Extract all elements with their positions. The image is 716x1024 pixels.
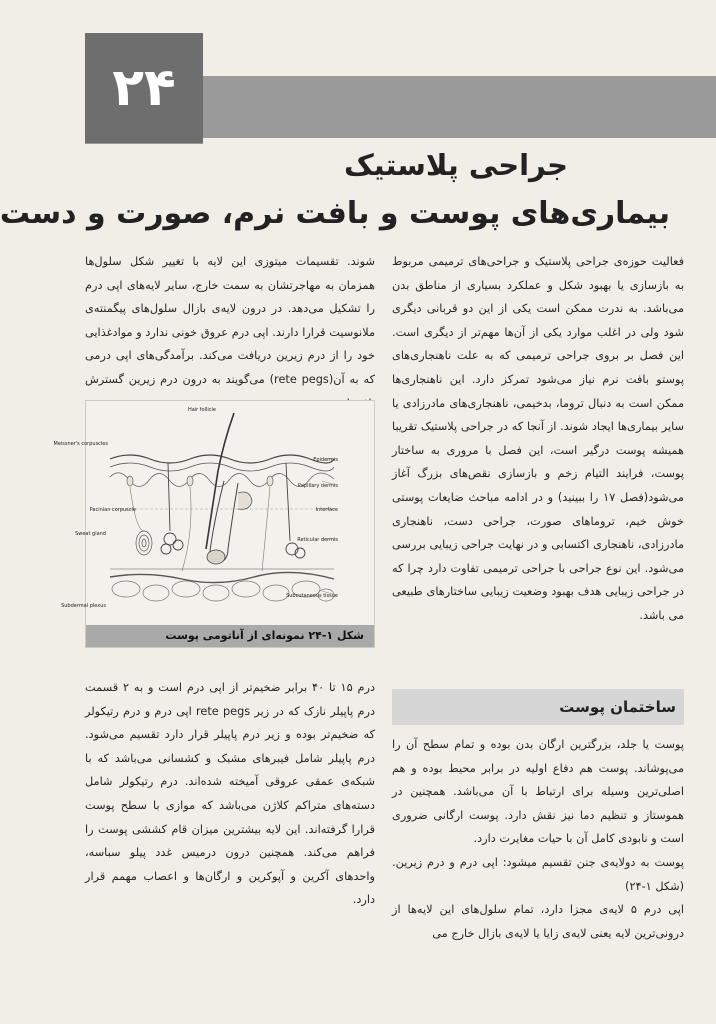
label-subcutaneous: Subcutaneous tissue [286,593,338,599]
intro-paragraph: فعالیت حوزه‌ی جراحی پلاستیک و جراحی‌های ترمیمی مربوط به بازسازی یا بهبود شکل و عملکرد بسیاری از مناطق بدن می‌باشد. به ندرت ممکن است یکی از این دو قربانی دیگری شود ولی در اغلب موارد یکی از آن‌ها مهم‌تر از دیگری است. این فصل بر بروی جراحی ترمیمی که به علت ناهنجاری‌های پوستو بافت نرم نیاز می‌شود تمرکز دارد. این ناهنجاری‌ها ممکن است به دنبال تروما، بدخیمی، ناهنجاری‌های مادرزادی یا سایر بیماری‌ها ایجاد شوند. از آنجا که در جراحی پلاستیک تقریبا همیشه پوست درگیر است، این فصل با مروری به ساختار پوست، فرایند التیام زخم و بازسازی نقص‌های بزرگ آغاز می‌شود(فصل ۱۷ را ببینید) و در ادامه مباحث ضایعات پوستی خوش خیم، تروماهای صورت، جراحی دست، ناهنجاری مادرزادی، ناهنجاری اکتسابی و در نهایت جراحی زیبایی بررسی می‌شود. این نوع جراحی با جراحی ترمیمی تفاوت دارد چرا که در جراحی زیبایی هدف بهبود وضعیت زیبایی ساختارهای طبیعی می باشد. [392,255,684,622]
figure-caption: شکل ۱-۲۴ نمونه‌ای از آناتومی پوست [86,625,374,647]
label-interface: Interface [315,507,338,513]
section-title: ساختمان پوست [559,698,676,716]
chapter-title: جراحی پلاستیک [343,148,568,182]
skin-anatomy-figure [53,400,375,648]
left-column-bottom [85,676,375,912]
label-reticular-dermis: Reticular dermis [297,537,338,543]
skin-structure-text [392,733,684,945]
label-pacinian: Pacinian corpuscle [89,507,136,513]
label-hair-follicle: Hair follicle [187,407,216,413]
left-column-top [85,250,375,415]
label-sweat-gland: Sweat gland [75,531,106,537]
dermis-paragraph: درم ۱۵ تا ۴۰ برابر ضخیم‌تر از اپی درم است و به ۲ قسمت درم پاپیلر نازک که در زیر rete pegs اپی درم و درم رتیکولر که ضخیم‌تر بوده و زیر درم پاپیلر قرار دارد تقسیم می‌شود. درم پاپیلر شامل فیبرهای مشبک و کشسانی می‌باشد که با شبکه‌ی عمقی عروقی آمیخته شده‌اند. درم رتیکولر شامل دسته‌های متراکم کلاژن می‌باشد که موازی با سطح پوست قرارا گرفته‌اند. این لایه بیشترین میزان قام کششی پوست را فراهم می‌کند. همچنین درون درمیس غدد پیلو سباسه، واحدهای آکرین و آپوکرین و ارگان‌ها و اعصاب مهمم قرار دارد. [85,681,376,907]
intro-column [392,250,684,628]
chapter-number-box [85,33,203,143]
epidermis-paragraph: شوند. تقسیمات میتوزی این لایه با تغییر شکل سلول‌ها همزمان به مهاجرتشان به سمت خارج، سایر لایه‌های اپی درم را تشکیل می‌دهد. در درون لایه‌ی بازال سلول‌های پیگمنته‌ی ملانوسیت قرارا دارند. اپی درم عروق خونی ندارد و موادغذایی خود را از درم زیرین دریافت می‌کند. برآمدگی‌های اپی درمی که به آن(rete pegs) می‌گویند به درون درم زیرین گسترش [85,255,375,386]
skin-paragraph-1: پوست یا جلد، بزرگترین ارگان بدن بوده و تمام سطح آن را می‌پوشاند. پوست هم دفاع اولیه در برابر محیط بوده و هم اصلی‌ترین وسیله برای ارتباط با آن می‌باشد. همچنین در هموستاز و تنظیم دما نیز نقش دارد. پوست ارگانی ضروری است و نابودی کامل آن با حیات مغایرت دارد. [392,738,684,846]
chapter-number: ۲۴ [112,58,176,118]
skin-anatomy-diagram [53,401,374,627]
header-band [203,76,716,138]
skin-paragraph-2: پوست به دولایه‌ی جنن تقسیم میشود: اپی درم و درم زیرین. (شکل ۱-۲۴) [392,855,684,893]
chapter-subtitle: بیماری‌های پوست و بافت نرم، صورت و دست [0,196,670,231]
label-subdermal-plexus: Subdermal plexus [61,603,106,609]
label-papillary-dermis: Papillary dermis [298,483,338,489]
skin-paragraph-3: اپی درم ۵ لایه‌ی مجزا دارد، تمام سلول‌های این لایه‌ها از درونی‌ترین لایه یعنی لایه‌ی زایا یا لایه‌ی بازال خارج می [392,903,684,940]
label-epidermis: Epidermis [313,457,338,463]
label-meissner: Meissner's corpuscles [53,441,108,447]
section-header [392,689,684,725]
